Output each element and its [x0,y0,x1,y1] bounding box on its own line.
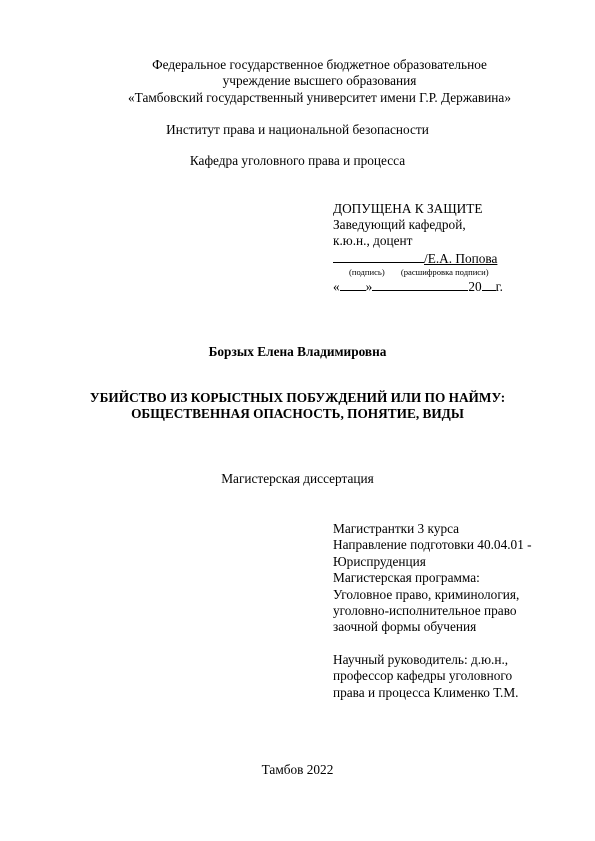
signature-line [333,250,563,267]
approval-position: Заведующий кафедрой, [333,217,466,233]
city-year: Тамбов 2022 [261,762,334,777]
approval-date-line [333,278,563,295]
title-line-1: УБИЙСТВО ИЗ КОРЫСТНЫХ ПОБУЖДЕНИЙ ИЛИ ПО НАЙМУ: [89,390,506,405]
org-line-1: Федеральное государственное бюджетное образовательное [152,57,487,72]
student-info-line: Юриспруденция [333,553,426,569]
approval-degree: к.ю.н., доцент [333,233,413,249]
caption-decoding: (расшифровка подписи) [400,266,489,277]
approval-block [333,201,563,295]
signature-captions [349,267,563,277]
student-info-line: Уголовное право, криминология, [333,586,520,602]
date-day-blank [340,278,366,291]
date-month-blank [372,278,468,291]
supervisor-line: Научный руководитель: д.ю.н., [333,652,509,667]
organization-header [22,57,595,106]
caption-signature: (подпись) [349,266,385,277]
date-year-blank [482,278,496,291]
supervisor-line: права и процесса Клименко Т.М. [333,684,519,700]
supervisor-info [333,652,573,701]
thesis-title [0,390,595,423]
date-year-prefix: 20 [468,278,482,294]
student-info-line: Направление подготовки 40.04.01 - [333,537,532,553]
org-line-3: «Тамбовский государственный университет имени Г.Р. Державина» [128,89,511,105]
date-close-quote: » [365,278,373,294]
department-name: Кафедра уголовного права и процесса [189,153,406,168]
title-line-2: ОБЩЕСТВЕННАЯ ОПАСНОСТЬ, ПОНЯТИЕ, ВИДЫ [131,406,464,422]
approval-title: ДОПУЩЕНА К ЗАЩИТЕ [333,201,483,216]
student-info-line: Магистрантки 3 курса [333,521,460,536]
author-name: Борзых Елена Владимировна [208,344,387,359]
student-info-line: заочной формы обучения [333,619,477,635]
date-open-quote: « [333,278,340,294]
org-line-2: учреждение высшего образования [222,73,417,89]
signature-blank [333,250,424,263]
supervisor-line: профессор кафедры уголовного [333,668,513,684]
student-info-line: уголовно-исполнительное право [333,603,517,619]
student-info-line: Магистерская программа: [333,570,480,586]
signature-name: /Е.А. Попова [424,250,498,266]
date-year-suffix: г. [495,278,503,294]
student-info [333,521,573,636]
work-type: Магистерская диссертация [221,471,374,486]
institute-name: Институт права и национальной безопасности [166,122,429,137]
